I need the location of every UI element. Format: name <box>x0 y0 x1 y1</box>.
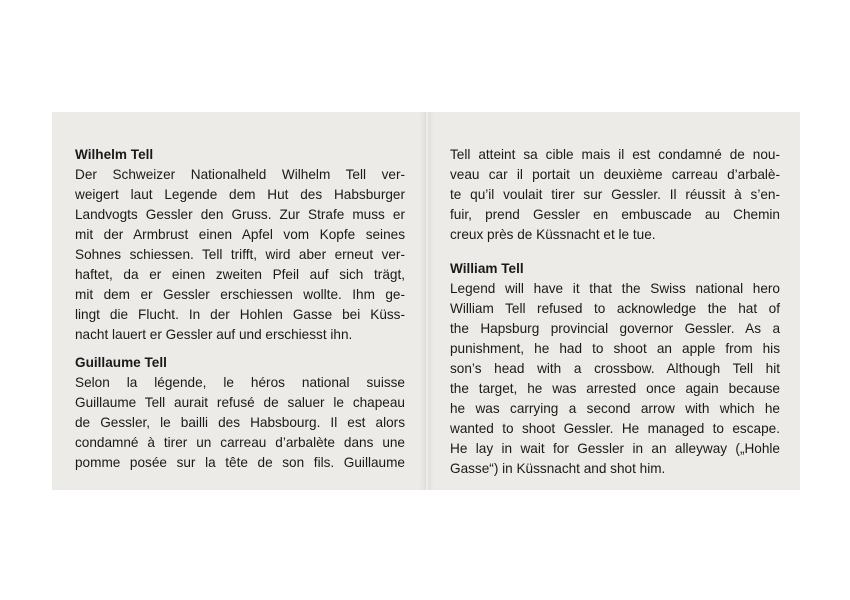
paragraph-english <box>450 279 780 479</box>
text-line: nacht lauert er Gessler auf und erschiesst ihn. <box>75 327 353 342</box>
text-line: Sohnes schiessen. Tell trifft, wird aber erneut ver- <box>75 247 405 262</box>
paragraph-french <box>75 373 405 473</box>
text-line: Selon la légende, le héros national suisse <box>75 375 405 390</box>
text-line: weigert laut Legende dem Hut des Habsburger <box>75 187 405 202</box>
text-line: Tell atteint sa cible mais il est condamné de nou- <box>450 147 780 162</box>
text-line: veau car il portait un deuxième carreau d’arbalè- <box>450 167 780 182</box>
text-line: Der Schweizer Nationalheld Wilhelm Tell ver- <box>75 167 405 182</box>
text-line: pomme posée sur la tête de son fils. Guillaume <box>75 455 405 470</box>
text-line: condamné à tirer un carreau d’arbalète dans une <box>75 435 405 450</box>
right-page <box>428 112 800 490</box>
paragraph-german <box>75 165 405 345</box>
text-line: Legend will have it that the Swiss national hero <box>450 281 780 296</box>
text-line: the target, he was arrested once again because <box>450 381 780 396</box>
heading-german: Wilhelm Tell <box>75 147 154 162</box>
text-line: punishment, he had to shoot an apple from his <box>450 341 780 356</box>
paragraph-french-continued <box>450 145 780 245</box>
text-line: de Gessler, le bailli des Habsbourg. Il est alors <box>75 415 405 430</box>
heading-french: Guillaume Tell <box>75 355 167 370</box>
text-line: the Hapsburg provincial governor Gessler. As a <box>450 321 780 336</box>
heading-english: William Tell <box>450 261 524 276</box>
text-line: Landvogts Gessler den Gruss. Zur Strafe muss er <box>75 207 405 222</box>
text-line: Gasse“) in Küssnacht and shot him. <box>450 461 666 476</box>
text-line: Guillaume Tell aurait refusé de saluer le chapeau <box>75 395 405 410</box>
left-column <box>75 145 405 473</box>
text-line: wanted to shoot Gessler. He managed to escape. <box>450 421 780 436</box>
text-line: mit dem er Gessler erschiessen wollte. Ihm ge- <box>75 287 405 302</box>
text-line: te qu’il voulait tirer sur Gessler. Il réussit à s’en- <box>450 187 780 202</box>
text-line: mit der Armbrust einen Apfel vom Kopfe seines <box>75 227 405 242</box>
text-line: creux près de Küssnacht et le tue. <box>450 227 656 242</box>
text-line: William Tell refused to acknowledge the hat of <box>450 301 780 316</box>
right-column <box>450 145 780 479</box>
text-line: He lay in wait for Gessler in an alleyway („Hohle <box>450 441 780 456</box>
text-line: haftet, da er einen zweiten Pfeil auf sich trägt, <box>75 267 405 282</box>
text-line: son’s head with a crossbow. Although Tell hit <box>450 361 780 376</box>
text-line: lingt die Flucht. In der Hohlen Gasse bei Küss- <box>75 307 405 322</box>
text-line: he was carrying a second arrow with which he <box>450 401 780 416</box>
text-line: fuir, prend Gessler en embuscade au Chemin <box>450 207 780 222</box>
left-page <box>52 112 426 490</box>
